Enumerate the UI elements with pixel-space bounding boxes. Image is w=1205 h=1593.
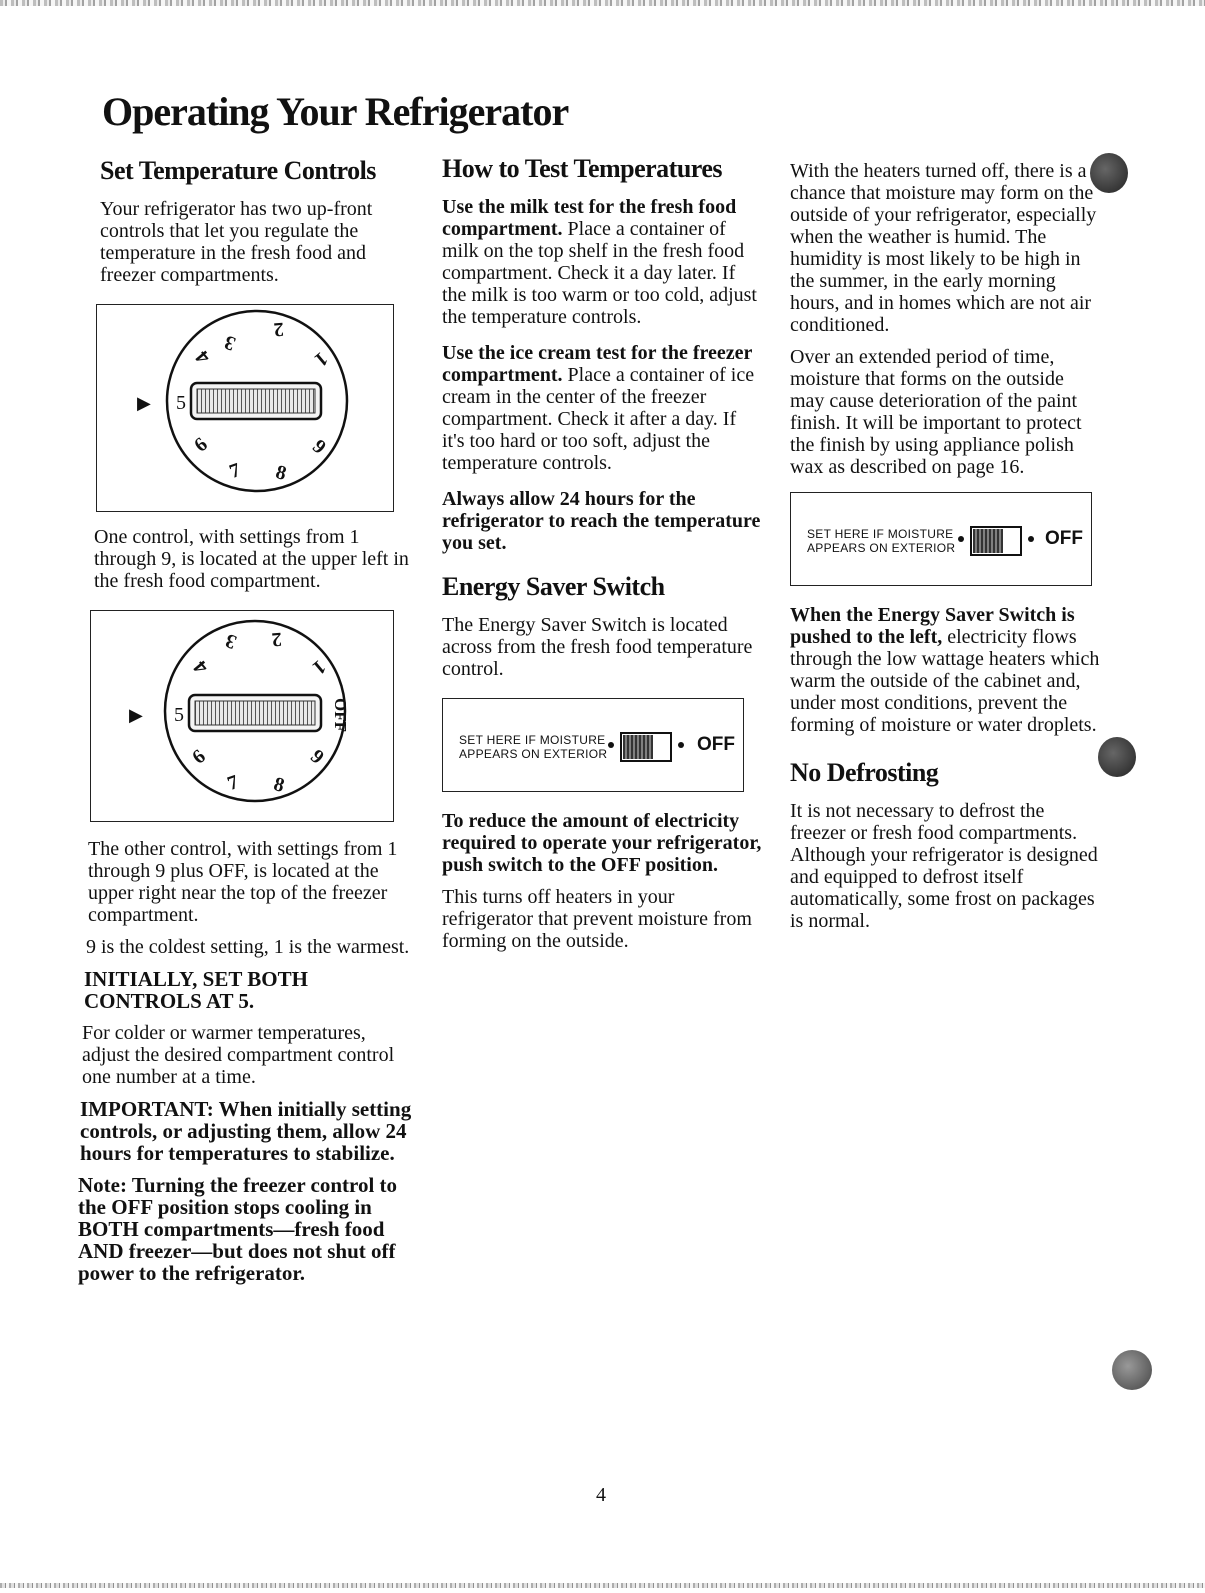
dial1-pointer-icon: ▶	[137, 393, 151, 414]
ice-cream-test-lead: Use the ice cream test for the freezer compartment.	[442, 342, 753, 386]
energy-saver-intro: The Energy Saver Switch is located across from the fresh food temperature control.	[442, 614, 753, 680]
ice-cream-test-body: Place a container of ice cream in the center of the freezer compartment. Check it after a day. If it's too hard or too soft, adjust the temperature controls.	[442, 364, 755, 474]
scan-edge-bottom	[0, 1583, 1205, 1588]
dial1-number-5: 5	[176, 392, 186, 414]
switch2-off-label: OFF	[1045, 528, 1083, 549]
section-heading-energy-saver-switch: Energy Saver Switch	[442, 572, 665, 601]
energy-saver-switch-diagram	[442, 698, 744, 792]
milk-test-body: Place a container of milk on the top shelf in the fresh food compartment. Check it a day later. If the milk is too warm or too cold, adjust the temperature controls.	[442, 218, 757, 328]
milk-test-lead: Use the milk test for the fresh food compartment.	[442, 196, 737, 240]
freezer-off-note: Note: Turning the freezer control to the OFF position stops cooling in BOTH compartments—fresh food AND freezer—but does not shut off power to the refrigerator.	[78, 1173, 398, 1285]
initially-set-instruction: INITIALLY, SET BOTH CONTROLS AT 5.	[84, 967, 308, 1013]
fresh-food-dial-svg	[97, 305, 393, 511]
switch-toggle-icon	[607, 729, 687, 765]
dial1-number-6: 6	[190, 433, 212, 457]
section-heading-set-temperature-controls: Set Temperature Controls	[100, 156, 376, 185]
dial2-number-2: 2	[270, 627, 283, 651]
adjust-instruction: For colder or warmer temperatures, adjust the desired compartment control one number at a time.	[82, 1022, 395, 1088]
dial1-number-7: 7	[226, 458, 244, 484]
dial1-number-9: 9	[308, 435, 330, 459]
scan-edge-top	[0, 0, 1205, 6]
section-heading-how-to-test-temperatures: How to Test Temperatures	[442, 154, 723, 183]
dial2-off-label: OFF	[331, 698, 350, 732]
switch-left-paragraph	[790, 604, 1100, 736]
switch-left-body: electricity flows through the low wattage heaters which warm the outside of the cabinet and, under most conditions, prevent the forming of moisture or water droplets.	[790, 626, 1100, 736]
dial2-number-9: 9	[306, 745, 328, 769]
switch-label-line2: APPEARS ON EXTERIOR	[459, 747, 608, 761]
allow-24-hours-note: Always allow 24 hours for the refrigerator to reach the temperature you set.	[442, 488, 761, 554]
important-notice: IMPORTANT: When initially setting controls, or adjusting them, allow 24 hours for temperatures to stabilize.	[80, 1097, 412, 1165]
column-how-to-test	[442, 154, 762, 962]
fresh-food-dial-diagram	[96, 304, 394, 512]
page-title: Operating Your Refrigerator	[102, 89, 569, 134]
fresh-food-control-caption: One control, with settings from 1 through 9, is located at the upper left in the fresh food compartment.	[94, 526, 409, 592]
column-set-temperature-controls	[78, 156, 418, 1294]
dial2-number-5: 5	[174, 704, 184, 726]
section-heading-no-defrosting: No Defrosting	[790, 758, 939, 787]
freezer-dial-diagram	[90, 610, 394, 822]
switch-off-label: OFF	[697, 734, 735, 755]
page-number: 4	[596, 1484, 606, 1506]
heaters-off-moisture-paragraph: With the heaters turned off, there is a chance that moisture may form on the outside of your refrigerator, especially when the weather is humid. The humidity is most likely to be high in the summer, in the early morning hours, and in homes which are not air conditioned.	[790, 160, 1097, 336]
dial2-number-1: 1	[308, 655, 330, 679]
dial1-number-4: 4	[191, 346, 215, 368]
switch-moisture-label-2	[807, 527, 955, 555]
heaters-off-explanation: This turns off heaters in your refrigerator that prevent moisture from forming on the outside.	[442, 886, 752, 952]
freezer-control-caption: The other control, with settings from 1 through 9 plus OFF, is located at the upper right near the top of the freezer compartment.	[88, 838, 398, 926]
milk-test-paragraph	[442, 196, 762, 328]
dial2-number-8: 8	[271, 773, 287, 797]
dial1-number-1: 1	[310, 347, 332, 371]
dial2-number-6: 6	[188, 745, 210, 769]
coldest-setting-note: 9 is the coldest setting, 1 is the warmest.	[86, 936, 410, 958]
hole-punch-mark-bottom	[1112, 1350, 1152, 1390]
dial2-pointer-icon: ▶	[129, 705, 143, 726]
switch2-label-line2: APPEARS ON EXTERIOR	[807, 541, 956, 555]
dial2-number-7: 7	[224, 770, 242, 796]
hole-punch-mark-middle	[1098, 737, 1136, 777]
column-moisture-defrost	[790, 160, 1100, 942]
dial1-number-2: 2	[272, 317, 285, 341]
dial2-number-3: 3	[222, 628, 240, 654]
extended-period-paragraph: Over an extended period of time, moisture that forms on the outside may cause deterioration of the paint finish. It will be important to protect the finish by using appliance polish wax as described on page 16.	[790, 346, 1082, 478]
switch-label-line1: SET HERE IF MOISTURE	[459, 733, 606, 747]
dial1-number-3: 3	[221, 330, 239, 355]
ice-cream-test-paragraph	[442, 342, 762, 474]
no-defrosting-paragraph: It is not necessary to defrost the freezer or fresh food compartments. Although your refrigerator is designed and equipped to defrost itself automatically, some frost on packages is normal.	[790, 800, 1098, 932]
freezer-dial-svg	[91, 611, 393, 821]
energy-saver-switch-diagram-2	[790, 492, 1092, 586]
switch-toggle-icon-2	[957, 523, 1037, 559]
switch2-label-line1: SET HERE IF MOISTURE	[807, 527, 954, 541]
dial1-number-8: 8	[273, 461, 289, 485]
controls-intro: Your refrigerator has two up-front controls that let you regulate the temperature in the fresh food and freezer compartments.	[100, 198, 373, 286]
reduce-electricity-instruction: To reduce the amount of electricity required to operate your refrigerator, push switch to the OFF position.	[442, 810, 762, 876]
switch-left-lead: When the Energy Saver Switch is pushed to the left,	[790, 604, 1075, 648]
switch-moisture-label	[459, 733, 607, 761]
hole-punch-mark-top	[1090, 153, 1128, 193]
dial2-number-4: 4	[189, 656, 213, 678]
